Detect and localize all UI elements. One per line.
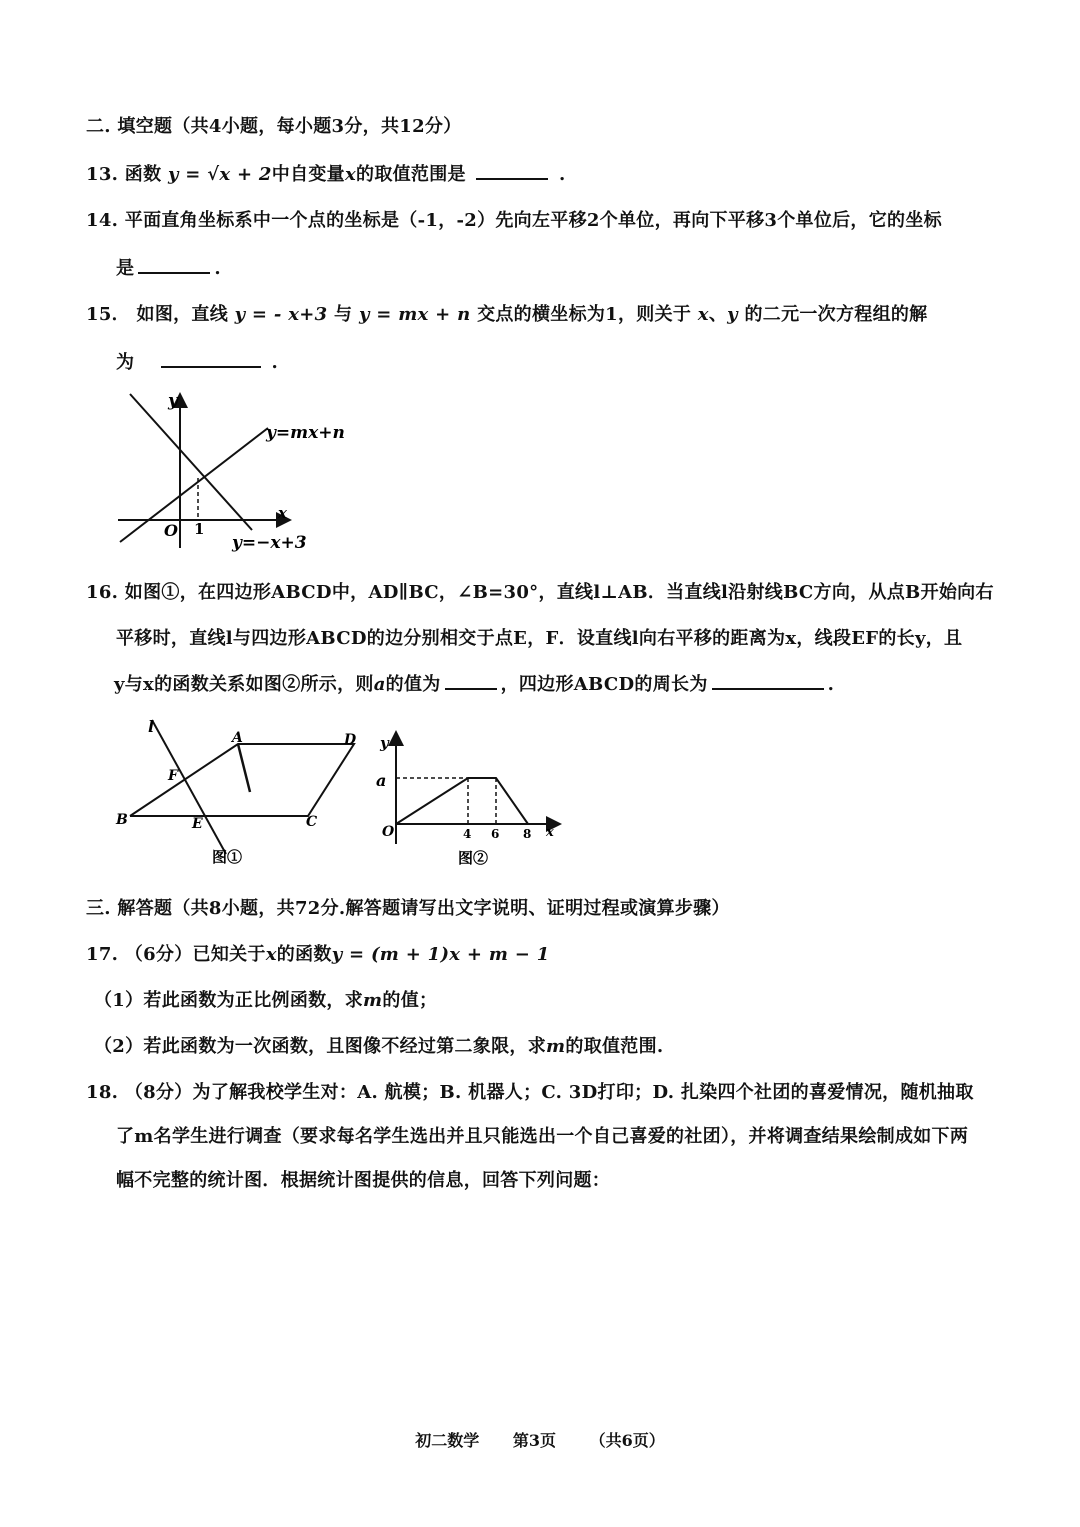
q17-part1-text-a: （1）若此函数为正比例函数，求 [94, 990, 364, 1011]
q17-part1 [94, 986, 437, 1012]
q17-part2 [94, 1032, 663, 1058]
question-15-line1 [86, 300, 927, 326]
q17-part1-text-b: 的值； [382, 990, 438, 1011]
question-18-line2: 了m名学生进行调查（要求每名学生选出并且只能选出一个自己喜爱的社团），并将调查结果绘制成如下两 [116, 1126, 969, 1147]
question-16-line3 [114, 670, 834, 696]
q16-figure-2 [366, 726, 576, 872]
section3-title: 三. 解答题（共8小题，共72分.解答题请写出文字说明、证明过程或演算步骤） [86, 898, 730, 919]
q17-text-a: 已知关于 [192, 944, 266, 965]
q13-var-x: x [344, 164, 357, 185]
q13-text-b: 中自变量 [271, 164, 345, 185]
question-14-line1 [86, 206, 942, 232]
q15-figure [110, 388, 390, 558]
q15-end: . [271, 352, 279, 373]
question-18-line1 [86, 1078, 974, 1104]
q15-text-d: 的二元一次方程组的解 [744, 304, 928, 325]
q16-answer-blank-perimeter[interactable] [712, 674, 824, 690]
q18-number: 18. [86, 1082, 119, 1103]
q14-number: 14. [86, 210, 119, 231]
q16-line-l [152, 720, 226, 854]
section2-title: 二. 填空题（共4小题，每小题3分，共12分） [86, 116, 462, 137]
q16-fig1-caption: 图① [212, 848, 243, 866]
question-15-line2 [116, 348, 278, 374]
q15-var-y: y [727, 304, 738, 325]
q13-formula: y = √x + 2 [167, 164, 272, 185]
q17-formula: y = (m + 1)x + m − 1 [331, 944, 550, 965]
q15-sep: 、 [708, 304, 728, 325]
q16-end: . [827, 674, 835, 695]
q17-number: 17. [86, 944, 119, 965]
q15-label-y: y [168, 391, 178, 411]
q16-fig2-tick-4: 4 [463, 827, 472, 841]
q16-fig2-label-o: O [382, 824, 395, 840]
q15-text-c: 交点的横坐标为1，则关于 [477, 304, 692, 325]
footer-page: 第3页 [512, 1431, 556, 1450]
q14-text-line2: 是 [116, 258, 135, 279]
q15-text-b: 与 [334, 304, 353, 325]
q16-fig1-label-f: F [168, 768, 178, 784]
q17-part2-text-b: 的取值范围. [565, 1036, 664, 1057]
q16-text-line2: 平移时，直线l与四边形ABCD的边分别相交于点E，F．设直线l向右平移的距离为x，线段EF的长y，且 [116, 628, 963, 649]
q16-fig1-label-e: E [192, 816, 203, 832]
q13-answer-blank[interactable] [476, 164, 548, 180]
q14-end: . [214, 258, 221, 279]
q17-part2-var-m: m [546, 1036, 566, 1057]
q15-label-origin: O [164, 521, 178, 540]
q13-text-c: 的取值范围是 [356, 164, 466, 185]
q15-label-line1: y=mx+n [266, 423, 345, 443]
q15-answer-blank[interactable] [161, 352, 261, 368]
q16-fig1-label-c: C [306, 814, 318, 830]
q15-eq1: y = - x+3 [234, 304, 328, 325]
q15-eq2: y = mx + n [358, 304, 471, 325]
q13-number: 13. [86, 164, 119, 185]
q15-var-x: x [697, 304, 709, 325]
q16-fig2-label-a: a [376, 771, 387, 790]
q16-figure-1 [108, 712, 378, 872]
q16-fig1-label-a: A [232, 730, 243, 746]
q16-text-line3c: ，四边形ABCD的周长为 [500, 674, 708, 695]
q16-text-line3b: 的值为 [385, 674, 441, 695]
q13-end: . [558, 164, 566, 185]
footer-total: （共6页） [589, 1431, 665, 1450]
q16-fig2-tick-8: 8 [523, 827, 532, 841]
q17-text-b: 的函数 [276, 944, 332, 965]
q16-text-line1: 如图①，在四边形ABCD中，AD∥BC，∠B=30°，直线l⊥AB．当直线l沿射线BC方向，从点B开始向右 [124, 582, 994, 603]
q16-fig1-label-d: D [344, 732, 357, 748]
q17-part1-var-m: m [363, 990, 383, 1011]
q16-fig2-label-y: y [380, 734, 389, 752]
q17-var-x: x [265, 944, 277, 965]
question-16-line2 [116, 624, 962, 650]
q15-label-x: x [278, 504, 287, 522]
q17-part2-text-a: （2）若此函数为一次函数，且图像不经过第二象限，求 [94, 1036, 547, 1057]
q16-quadrilateral-abcd [130, 744, 354, 816]
q14-text-line1: 平面直角坐标系中一个点的坐标是（-1，-2）先向左平移2个单位，再向下平移3个单位后，它的坐标 [124, 210, 942, 231]
q16-fig1-label-b: B [116, 812, 128, 828]
question-18-line3: 幅不完整的统计图．根据统计图提供的信息，回答下列问题： [116, 1170, 611, 1191]
q15-text-line2: 为 [116, 352, 135, 373]
q15-number: 15． [86, 304, 130, 325]
q15-text-a: 如图，直线 [136, 304, 229, 325]
footer-subject: 初二数学 [415, 1431, 480, 1450]
q15-label-line2: y=−x+3 [232, 533, 307, 553]
page-footer [0, 1428, 1080, 1451]
q14-answer-blank[interactable] [138, 258, 210, 274]
q16-fig1-label-l: l [148, 717, 155, 736]
q16-fig2-graph [396, 778, 528, 824]
q15-line-neg-x-3 [130, 394, 252, 530]
q15-label-one: 1 [194, 520, 205, 538]
q16-answer-blank-a[interactable] [445, 674, 497, 690]
question-13 [86, 160, 566, 186]
q17-score: （6分） [124, 944, 193, 965]
q16-fig2-caption: 图② [458, 849, 489, 867]
question-17 [86, 940, 550, 966]
q16-fig2-tick-6: 6 [491, 827, 500, 841]
q16-text-line3a: y与x的函数关系如图②所示，则 [114, 674, 374, 695]
q18-text-line1: （8分）为了解我校学生对：A. 航模；B. 机器人；C. 3D打印；D. 扎染四个社团的喜爱情况，随机抽取 [124, 1082, 974, 1103]
question-16-line1 [86, 578, 994, 604]
q16-height-line [238, 744, 250, 792]
q16-number: 16. [86, 582, 119, 603]
q13-text-a: 函数 [124, 164, 162, 185]
q16-fig2-label-x: x [546, 825, 554, 840]
question-14-line2 [116, 254, 221, 280]
q16-var-a: a [373, 674, 386, 695]
